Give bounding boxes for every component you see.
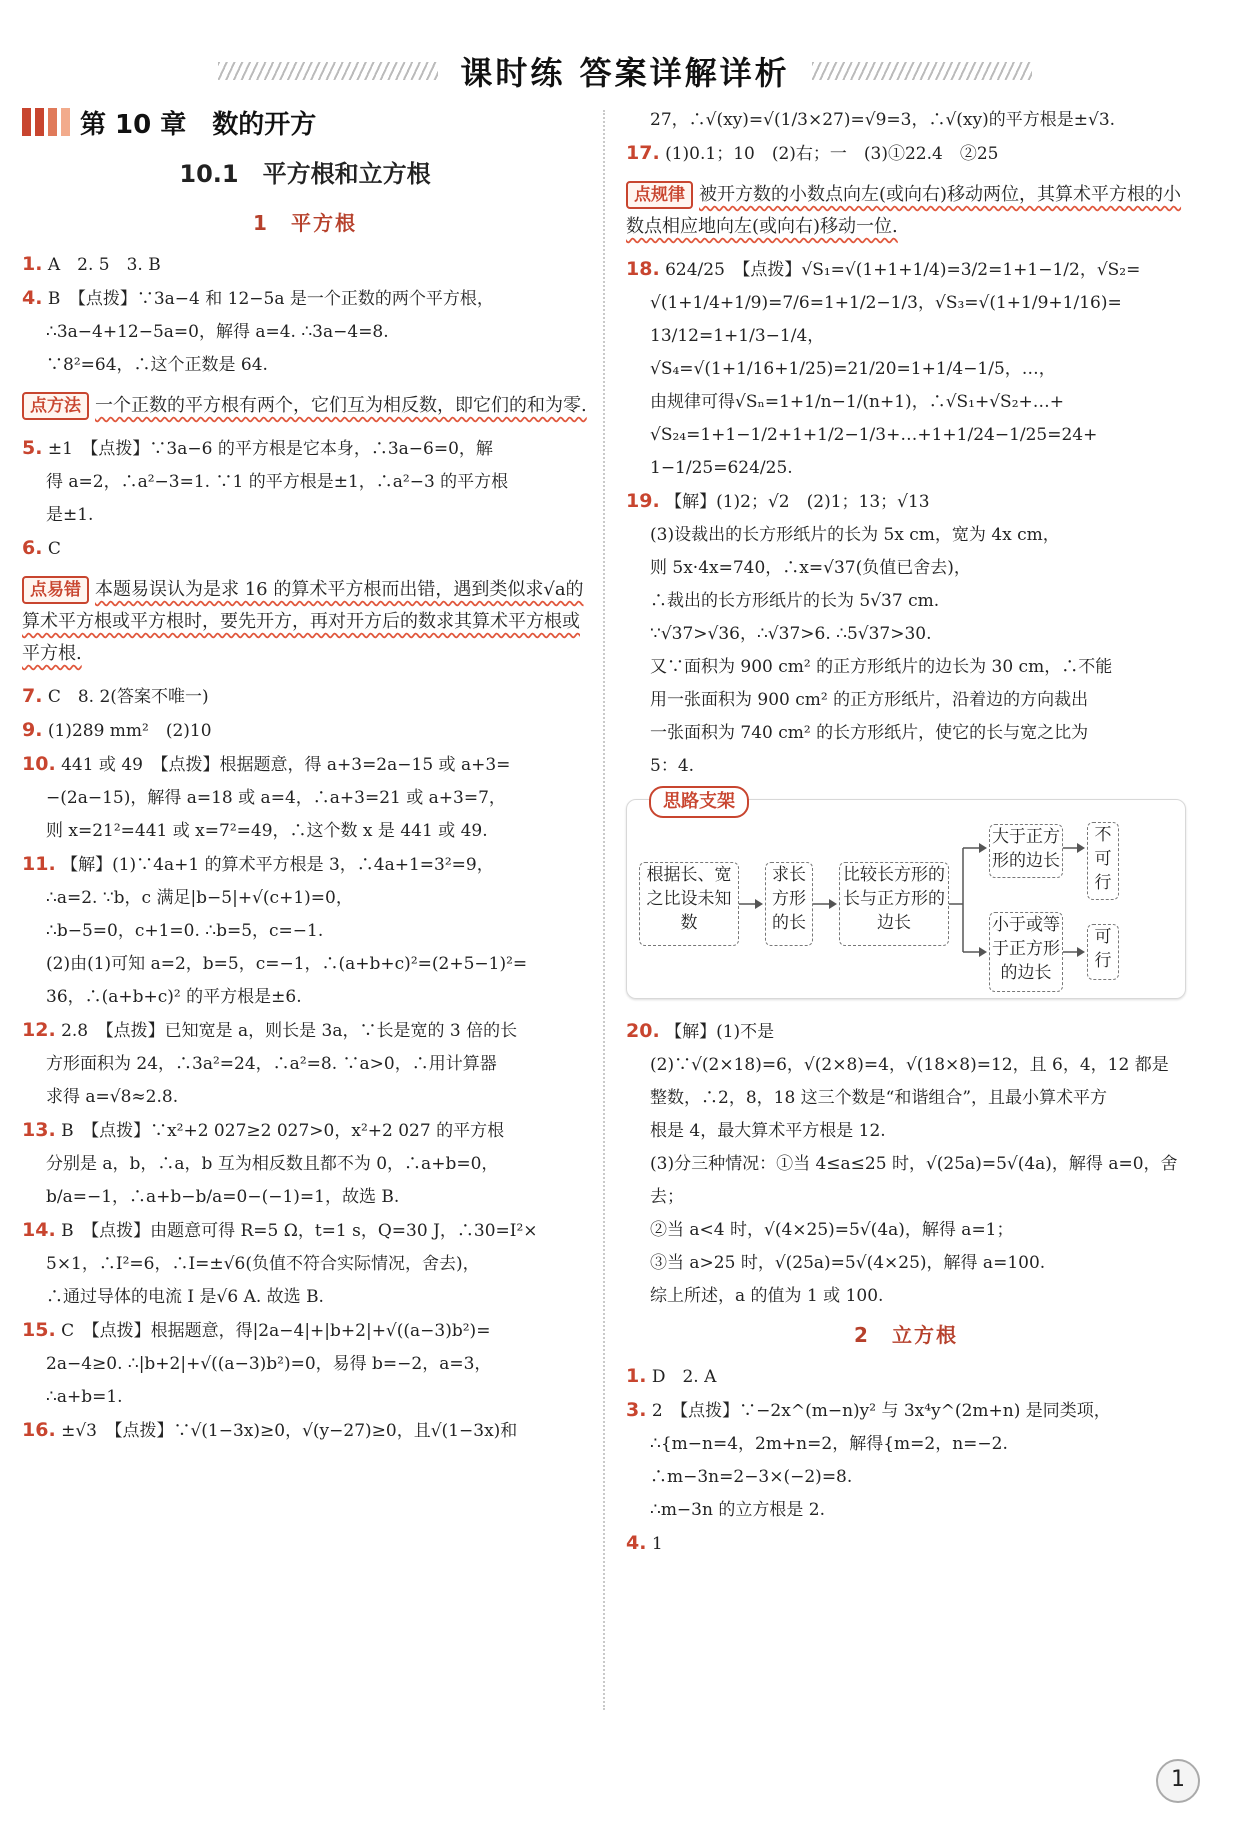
answer-line [626, 452, 1186, 485]
answer-line [22, 1181, 588, 1214]
answer-line [22, 282, 588, 316]
answer-line [22, 748, 588, 782]
page-number: 1 [1156, 1759, 1200, 1803]
page-header [0, 46, 1250, 96]
header-hatch-right [812, 62, 1032, 80]
tip-method-text: 一个正数的平方根有两个，它们互为相反数，即它们的和为零. [95, 395, 587, 416]
answer-text: C 8. 2(答案不唯一) [47, 687, 209, 707]
question-number: 5. [22, 437, 43, 459]
question-number: 1. [626, 1365, 647, 1387]
answer-text: ∴m−3n 的立方根是 2. [650, 1500, 825, 1520]
answer-line [626, 137, 1186, 171]
left-column [22, 100, 588, 1448]
answer-text: b/a=−1，∴a+b−b/a=0−(−1)=1，故选 B. [46, 1187, 400, 1207]
answer-text: 36，∴(a+b+c)² 的平方根是±6. [46, 987, 302, 1007]
answer-text: ±√3 【点拨】∵√(1−3x)≥0，√(y−27)≥0，且√(1−3x)和 [61, 1421, 518, 1441]
question-number: 6. [22, 537, 43, 559]
answer-text: ∴通过导体的电流 I 是√6 A. 故选 B. [46, 1287, 324, 1307]
answer-text: 【解】(1)∵4a+1 的算术平方根是 3，∴4a+1=3²=9， [61, 855, 494, 875]
answer-line [22, 714, 588, 748]
question-number: 9. [22, 719, 43, 741]
answer-line [22, 1148, 588, 1181]
answer-text: B 【点拨】由题意可得 R=5 Ω，t=1 s，Q=30 J，∴30=I²× [61, 1221, 538, 1241]
question-number: 4. [22, 287, 43, 309]
tip-error [22, 574, 588, 670]
answer-text: C [47, 539, 61, 559]
answer-text: √S₂₄=1+1−1/2+1+1/2−1/3+…+1+1/24−1/25=24+ [650, 425, 1098, 445]
tip-error-tag: 点易错 [22, 576, 89, 604]
tip-rule [626, 179, 1186, 243]
answer-text: A 2. 5 3. B [47, 255, 161, 275]
answer-text: ∵√37>√36，∴√37>6. ∴5√37>30. [650, 624, 932, 644]
answer-text: B 【点拨】∵x²+2 027≥2 027>0，x²+2 027 的平方根 [61, 1121, 505, 1141]
answer-text: 用一张面积为 900 cm² 的正方形纸片，沿着边的方向裁出 [650, 690, 1089, 710]
answer-text: ∴a=2. ∵b，c 满足|b−5|+√(c+1)=0， [46, 888, 353, 908]
answer-line [626, 717, 1186, 750]
answer-text: 441 或 49 【点拨】根据题意，得 a+3=2a−15 或 a+3= [61, 755, 511, 775]
answer-line [626, 1428, 1186, 1494]
answer-text: 1 [651, 1534, 663, 1554]
answer-line [22, 782, 588, 815]
answer-line [626, 651, 1186, 684]
answer-text: 624/25 【点拨】√S₁=√(1+1+1/4)=3/2=1+1−1/2，√S₂= [665, 260, 1141, 280]
answer-line [626, 552, 1186, 585]
answer-line [22, 882, 588, 915]
tip-method [22, 390, 588, 422]
flowchart-title: 思路支架 [649, 786, 749, 818]
answer-text: B 【点拨】∵3a−4 和 12−5a 是一个正数的两个平方根， [47, 289, 494, 309]
answer-line [22, 532, 588, 566]
answer-text: 【解】(1)2；√2 (2)1；13；√13 [665, 492, 930, 512]
tip-error-text: 本题易误认为是求 16 的算术平方根而出错，遇到类似求√a的算术平方根或平方根时，要先开方，再对开方后的数求其算术平方根或平方根. [22, 579, 584, 664]
answer-text: 根是 4，最大算术平方根是 12. [650, 1121, 886, 1141]
answer-line [626, 485, 1186, 519]
question-number: 10. [22, 753, 56, 775]
question-number: 11. [22, 853, 56, 875]
subsection-title-cube-root: 2 立方根 [854, 1323, 958, 1347]
chapter-title: 第 10 章 数的开方 [80, 109, 317, 140]
answer-line [626, 585, 1186, 618]
answer-text: 一张面积为 740 cm² 的长方形纸片，使它的长与宽之比为 [650, 723, 1089, 743]
flow-box-less-equal: 小于或等于正方形的边长 [989, 912, 1063, 992]
answer-line [626, 386, 1186, 419]
answer-text: 2 【点拨】∵−2x^(m−n)y² 与 3x⁴y^(2m+n) 是同类项， [651, 1401, 1111, 1421]
answer-text: C 【点拨】根据题意，得|2a−4|+|b+2|+√((a−3)b²)= [61, 1321, 491, 1341]
answer-text: (2)由(1)可知 a=2，b=5，c=−1，∴(a+b+c)²=(2+5−1)²= [46, 954, 528, 974]
answer-line [626, 618, 1186, 651]
question-number: 7. [22, 685, 43, 707]
answer-text: 整数，∴2，8，18 这三个数是“和谐组合”，且最小算术平方 [650, 1088, 1108, 1108]
answer-text: ∴裁出的长方形纸片的长为 5√37 cm. [650, 591, 940, 611]
question-number: 19. [626, 490, 660, 512]
answer-line [626, 1015, 1186, 1049]
header-title: 课时练 答案详解详析 [460, 54, 790, 92]
tip-rule-tag: 点规律 [626, 181, 693, 209]
answer-line [22, 1114, 588, 1148]
answer-line [22, 1081, 588, 1114]
answer-text: 2.8 【点拨】已知宽是 a，则长是 3a，∵长是宽的 3 倍的长 [61, 1021, 518, 1041]
answer-text: ∵8²=64，∴这个正数是 64. [46, 355, 268, 375]
answer-line [22, 1248, 588, 1281]
thinking-flowchart [626, 791, 1186, 999]
answer-text: 求得 a=√8≈2.8. [46, 1087, 179, 1107]
answer-line [626, 1115, 1186, 1148]
question-number: 1. [22, 253, 43, 275]
answer-line [22, 1414, 588, 1448]
header-hatch-left [218, 62, 438, 80]
answer-text: −(2a−15)，解得 a=18 或 a=4，∴a+3=21 或 a+3=7， [46, 788, 506, 808]
question-number: 20. [626, 1020, 660, 1042]
answer-text: 方形面积为 24，∴3a²=24，∴a²=8. ∵a>0，∴用计算器 [46, 1054, 497, 1074]
answer-line [626, 1360, 1186, 1394]
question-number: 17. [626, 142, 660, 164]
answer-text: (3)分三种情况：①当 4≤a≤25 时，√(25a)=5√(4a)，解得 a=0，舍去； [650, 1154, 1178, 1207]
answer-line [22, 680, 588, 714]
answer-line [22, 915, 588, 948]
answer-line [22, 1048, 588, 1081]
question-number: 14. [22, 1219, 56, 1241]
question-number: 13. [22, 1119, 56, 1141]
answer-line [626, 1049, 1186, 1082]
answer-text: ∴3a−4+12−5a=0，解得 a=4. ∴3a−4=8. [46, 322, 389, 342]
answer-line [626, 750, 1186, 783]
answer-line [22, 848, 588, 882]
answer-line [22, 1381, 588, 1414]
tip-rule-text: 被开方数的小数点向左(或向右)移动两位，其算术平方根的小数点相应地向左(或向右)移动一位. [626, 184, 1182, 237]
answer-text: ②当 a<4 时，√(4×25)=5√(4a)，解得 a=1； [650, 1220, 1014, 1240]
answer-text: (1)289 mm² (2)10 [47, 721, 212, 741]
answer-text: 5：4. [650, 756, 695, 776]
answer-line [626, 1494, 1186, 1527]
answer-line [626, 1394, 1186, 1428]
right-column [626, 104, 1186, 1561]
answer-line [626, 419, 1186, 452]
answer-text: 5×1，∴I²=6，∴I=±√6(负值不符合实际情况，舍去)， [46, 1254, 480, 1274]
answer-text: 【解】(1)不是 [665, 1022, 775, 1042]
answer-line [626, 1247, 1186, 1280]
answer-text: 则 x=21²=441 或 x=7²=49，∴这个数 x 是 441 或 49. [46, 821, 488, 841]
question-number: 12. [22, 1019, 56, 1041]
answer-text: ∴a+b=1. [46, 1387, 123, 1407]
answer-line [22, 349, 588, 382]
answer-line [22, 1214, 588, 1248]
answer-line [626, 1082, 1186, 1115]
answer-line [22, 432, 588, 466]
flow-box-compare: 比较长方形的长与正方形的边长 [839, 862, 949, 946]
question-number: 16. [22, 1419, 56, 1441]
answer-text: ±1 【点拨】∵3a−6 的平方根是它本身，∴3a−6=0，解 [47, 439, 493, 459]
answer-line [626, 684, 1186, 717]
answer-text: √(1+1/4+1/9)=7/6=1+1/2−1/3，√S₃=√(1+1/9+1/16)= [650, 293, 1122, 313]
answer-line [626, 1280, 1186, 1313]
answer-line [22, 1281, 588, 1314]
flow-box-set-unknown: 根据长、宽之比设未知数 [639, 862, 739, 946]
flow-box-greater: 大于正方形的边长 [989, 824, 1063, 878]
answer-line [22, 815, 588, 848]
chapter-bars-icon [22, 108, 70, 136]
answer-line [22, 981, 588, 1014]
answer-text: D 2. A [651, 1367, 717, 1387]
chapter-heading [22, 100, 588, 144]
answer-line [22, 948, 588, 981]
answer-text: (3)设裁出的长方形纸片的长为 5x cm，宽为 4x cm， [650, 525, 1060, 545]
question-number: 3. [626, 1399, 647, 1421]
column-divider [603, 110, 605, 1710]
answer-text: 又∵面积为 900 cm² 的正方形纸片的边长为 30 cm，∴不能 [650, 657, 1113, 677]
flow-box-feasible: 可行 [1087, 924, 1119, 980]
answer-line [626, 253, 1186, 287]
answer-text: 得 a=2，∴a²−3=1. ∵1 的平方根是±1，∴a²−3 的平方根 [46, 472, 509, 492]
answer-line [22, 499, 588, 532]
answer-text: 2a−4≥0. ∴|b+2|+√((a−3)b²)=0，易得 b=−2，a=3， [46, 1354, 492, 1374]
answer-line [626, 1527, 1186, 1561]
answer-text: (1)0.1；10 (2)右；一 (3)①22.4 ②25 [665, 144, 999, 164]
answer-line [626, 1214, 1186, 1247]
answer-line [626, 1148, 1186, 1214]
answer-line [22, 1014, 588, 1048]
answer-text: 由规律可得√Sₙ=1+1/n−1/(n+1)，∴√S₁+√S₂+…+ [650, 392, 1065, 412]
answer-text: 是±1. [46, 505, 94, 525]
answer-line [22, 316, 588, 349]
answer-line [626, 519, 1186, 552]
flow-box-not-feasible: 不可行 [1087, 822, 1119, 900]
answer-line [22, 1348, 588, 1381]
section-title: 10.1 平方根和立方根 [179, 160, 431, 188]
tip-method-tag: 点方法 [22, 392, 89, 420]
answer-line [626, 104, 1186, 137]
answer-text: 1−1/25=624/25. [650, 458, 793, 478]
question-number: 15. [22, 1319, 56, 1341]
answer-text: 27，∴√(xy)=√(1/3×27)=√9=3，∴√(xy)的平方根是±√3. [650, 110, 1116, 130]
answer-line [22, 248, 588, 282]
flow-box-find-length: 求长方形的长 [765, 862, 813, 946]
question-number: 4. [626, 1532, 647, 1554]
answer-text: 综上所述，a 的值为 1 或 100. [650, 1286, 884, 1306]
answer-text: (2)∵√(2×18)=6，√(2×8)=4，√(18×8)=12，且 6，4，12 都是 [650, 1055, 1169, 1075]
answer-line [626, 287, 1186, 320]
answer-text: ∴{m−n=4，2m+n=2，解得{m=2，n=−2. ∴m−3n=2−3×(−2)=8. [650, 1434, 1008, 1487]
answer-text: 13/12=1+1/3−1/4，√S₄=√(1+1/16+1/25)=21/20=1+1/4−1/5，…， [650, 326, 1056, 379]
question-number: 18. [626, 258, 660, 280]
answer-text: 分别是 a，b，∴a，b 互为相反数且都不为 0，∴a+b=0， [46, 1154, 499, 1174]
answer-line [22, 466, 588, 499]
answer-text: ∴b−5=0，c+1=0. ∴b=5，c=−1. [46, 921, 324, 941]
answer-text: 则 5x·4x=740，∴x=√37(负值已舍去)， [650, 558, 971, 578]
answer-text: ③当 a>25 时，√(25a)=5√(4×25)，解得 a=100. [650, 1253, 1046, 1273]
answer-line [626, 320, 1186, 386]
subsection-title-square-root: 1 平方根 [253, 211, 357, 235]
answer-line [22, 1314, 588, 1348]
